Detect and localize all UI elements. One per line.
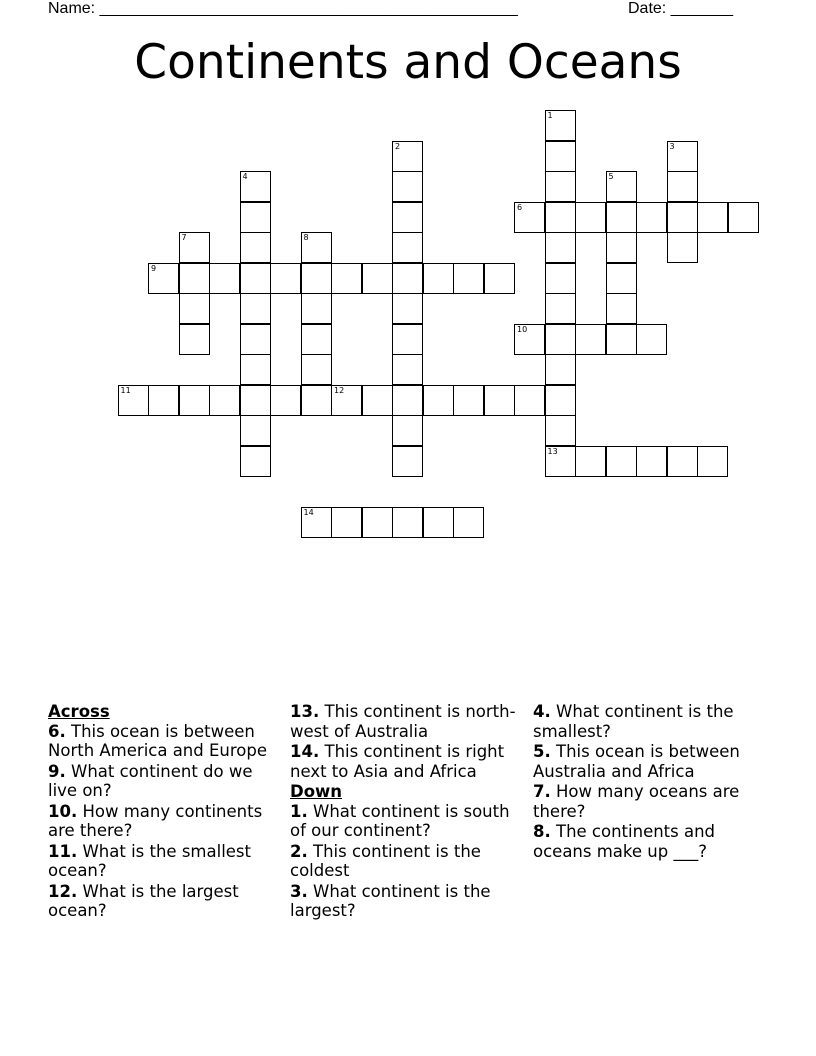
clue-number-label: 2 [395, 141, 401, 151]
clue-number-label: 9 [151, 263, 157, 273]
grid-cell[interactable] [545, 263, 576, 294]
grid-cell[interactable] [667, 171, 698, 202]
grid-cell[interactable] [392, 202, 423, 233]
grid-cell[interactable] [392, 354, 423, 385]
across-clue-9 [48, 762, 283, 801]
clue-number-label: 3 [669, 141, 675, 151]
clue-text: What continent do we live on? [48, 761, 253, 800]
clue-text: The continents and oceans make up ___? [533, 822, 716, 861]
clue-text: What continent is south of our continent? [290, 801, 510, 840]
date-field[interactable]: Date: _______ [628, 0, 733, 17]
clue-number: 5. [533, 742, 551, 761]
grid-cell[interactable] [209, 263, 240, 294]
grid-cell[interactable] [179, 232, 210, 263]
clue-number-label: 1 [547, 111, 553, 120]
name-field[interactable]: Name: _______________________________________________ [48, 0, 518, 17]
grid-cell[interactable] [331, 385, 362, 416]
across-clue-13 [290, 702, 525, 741]
clue-number-label: 12 [334, 385, 345, 395]
grid-cell[interactable] [301, 385, 332, 416]
clue-text: How many oceans are there? [533, 782, 740, 821]
grid-cell[interactable] [606, 232, 637, 263]
clue-number: 9. [48, 761, 66, 781]
clue-number: 1. [290, 801, 308, 821]
clue-text: This ocean is between Australia and Africa [533, 742, 740, 781]
grid-cell[interactable] [545, 324, 576, 355]
grid-cell[interactable] [240, 202, 271, 233]
grid-cell[interactable] [575, 446, 606, 477]
grid-cell[interactable] [179, 293, 210, 324]
grid-cell[interactable] [545, 232, 576, 263]
grid-cell[interactable] [453, 263, 484, 294]
grid-cell[interactable] [240, 446, 271, 477]
clue-number-label: 11 [120, 385, 131, 395]
grid-cell[interactable] [453, 385, 484, 416]
grid-cell[interactable] [240, 293, 271, 324]
clue-text: What is the smallest ocean? [48, 841, 251, 880]
grid-cell[interactable] [240, 232, 271, 263]
clue-text: What continent is the largest? [290, 881, 491, 920]
grid-cell[interactable] [423, 385, 454, 416]
grid-cell[interactable] [606, 293, 637, 324]
clue-text: This continent is north-west of Australia [290, 702, 516, 741]
clue-text: This continent is right next to Asia and Africa [290, 742, 505, 781]
grid-cell[interactable] [270, 385, 301, 416]
clue-number: 12. [48, 881, 78, 901]
clue-number-label: 5 [608, 172, 614, 181]
grid-cell[interactable] [667, 446, 698, 477]
grid-cell[interactable] [545, 110, 576, 141]
grid-cell[interactable] [392, 263, 423, 294]
clue-number: 4. [533, 702, 551, 721]
down-clue-7 [533, 782, 768, 821]
grid-cell[interactable] [118, 385, 149, 416]
clue-text: How many continents are there? [48, 801, 263, 840]
grid-cell[interactable] [514, 385, 545, 416]
grid-cell[interactable] [606, 263, 637, 294]
clue-number: 2. [290, 841, 308, 861]
grid-cell[interactable] [484, 385, 515, 416]
clue-number: 10. [48, 801, 78, 821]
grid-cell[interactable] [301, 232, 332, 263]
grid-cell[interactable] [636, 446, 667, 477]
clue-number: 11. [48, 841, 78, 861]
grid-cell[interactable] [423, 263, 454, 294]
grid-cell[interactable] [453, 507, 484, 538]
grid-cell[interactable] [362, 263, 393, 294]
grid-cell[interactable] [362, 385, 393, 416]
grid-cell[interactable] [514, 324, 545, 355]
grid-cell[interactable] [545, 354, 576, 385]
clue-number-label: 8 [303, 233, 309, 242]
grid-cell[interactable] [636, 202, 667, 233]
grid-cell[interactable] [545, 446, 576, 477]
grid-cell[interactable] [606, 202, 637, 233]
grid-cell[interactable] [392, 171, 423, 202]
across-heading: Across [48, 702, 110, 721]
clue-text: This continent is the coldest [290, 841, 481, 880]
clue-number: 6. [48, 721, 66, 741]
grid-cell[interactable] [392, 324, 423, 355]
grid-cell[interactable] [545, 202, 576, 233]
across-clue-12 [48, 882, 283, 921]
grid-cell[interactable] [392, 385, 423, 416]
grid-cell[interactable] [697, 446, 728, 477]
clue-number-label: 13 [547, 446, 558, 456]
grid-cell[interactable] [545, 415, 576, 446]
grid-cell[interactable] [301, 324, 332, 355]
down-clue-2 [290, 842, 525, 881]
grid-cell[interactable] [179, 324, 210, 355]
grid-cell[interactable] [697, 202, 728, 233]
grid-cell[interactable] [484, 263, 515, 294]
grid-cell[interactable] [667, 232, 698, 263]
down-clue-5 [533, 742, 768, 781]
clue-number: 13. [290, 702, 320, 721]
grid-cell[interactable] [148, 263, 179, 294]
clue-number: 14. [290, 742, 320, 761]
clue-number-label: 7 [181, 233, 187, 242]
clue-text: This ocean is between North America and Europe [48, 721, 268, 760]
clue-column-1 [48, 702, 283, 922]
grid-cell[interactable] [545, 141, 576, 172]
grid-cell[interactable] [667, 141, 698, 172]
grid-cell[interactable] [392, 232, 423, 263]
grid-cell[interactable] [545, 293, 576, 324]
grid-cell[interactable] [240, 385, 271, 416]
grid-cell[interactable] [636, 324, 667, 355]
page-title: Continents and Oceans [134, 35, 682, 90]
grid-cell[interactable] [606, 446, 637, 477]
across-clue-10 [48, 802, 283, 841]
grid-cell[interactable] [514, 202, 545, 233]
down-heading: Down [290, 782, 343, 801]
down-clue-1 [290, 802, 525, 841]
across-clue-11 [48, 842, 283, 881]
grid-cell[interactable] [392, 141, 423, 172]
grid-cell[interactable] [240, 415, 271, 446]
grid-cell[interactable] [392, 446, 423, 477]
grid-cell[interactable] [240, 263, 271, 294]
grid-cell[interactable] [392, 507, 423, 538]
grid-cell[interactable] [301, 354, 332, 385]
down-clue-3 [290, 882, 525, 921]
grid-cell[interactable] [575, 202, 606, 233]
grid-cell[interactable] [301, 263, 332, 294]
grid-cell[interactable] [545, 171, 576, 202]
clue-text: What is the largest ocean? [48, 881, 239, 920]
clue-column-3 [533, 702, 768, 862]
clue-number-label: 4 [242, 172, 248, 181]
clue-number-label: 6 [517, 202, 523, 212]
grid-cell[interactable] [148, 385, 179, 416]
across-clue-6 [48, 722, 283, 761]
grid-cell[interactable] [545, 385, 576, 416]
grid-cell[interactable] [362, 507, 393, 538]
clue-column-2 [290, 702, 525, 922]
grid-cell[interactable] [301, 507, 332, 538]
grid-cell[interactable] [331, 263, 362, 294]
grid-cell[interactable] [392, 293, 423, 324]
grid-cell[interactable] [606, 324, 637, 355]
clue-text: What continent is the smallest? [533, 702, 734, 741]
grid-cell[interactable] [301, 293, 332, 324]
clue-number: 8. [533, 822, 551, 841]
clue-number-label: 14 [303, 507, 314, 517]
down-clue-4 [533, 702, 768, 741]
grid-cell[interactable] [575, 324, 606, 355]
down-clue-8 [533, 822, 768, 861]
grid-cell[interactable] [270, 263, 301, 294]
grid-cell[interactable] [331, 507, 362, 538]
grid-cell[interactable] [209, 385, 240, 416]
clue-number: 7. [533, 782, 551, 801]
clue-number: 3. [290, 881, 308, 901]
grid-cell[interactable] [179, 263, 210, 294]
grid-cell[interactable] [728, 202, 759, 233]
grid-cell[interactable] [667, 202, 698, 233]
grid-cell[interactable] [240, 171, 271, 202]
grid-cell[interactable] [423, 507, 454, 538]
clue-number-label: 10 [517, 324, 528, 334]
grid-cell[interactable] [606, 171, 637, 202]
across-clue-14 [290, 742, 525, 781]
grid-cell[interactable] [392, 415, 423, 446]
grid-cell[interactable] [240, 354, 271, 385]
grid-cell[interactable] [179, 385, 210, 416]
grid-cell[interactable] [240, 324, 271, 355]
